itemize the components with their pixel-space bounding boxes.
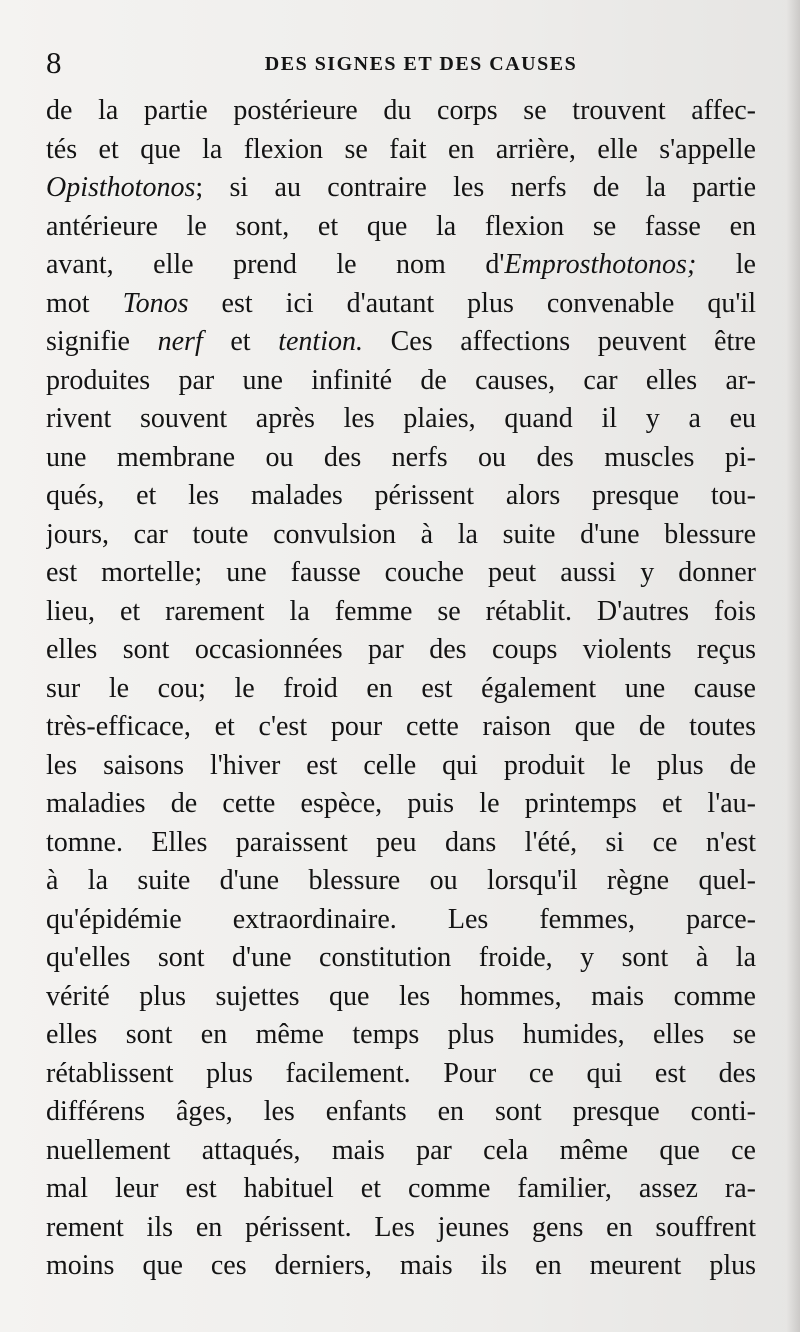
page-edge-shadow xyxy=(786,0,800,1332)
text-segment: mot xyxy=(46,287,123,319)
text-segment: elles sont en même temps plus humides, elles se xyxy=(46,1019,756,1050)
text-segment: maladies de cette espèce, puis le printemps et l'au- xyxy=(46,788,756,819)
text-segment: qu'elles sont d'une constitution froide, y sont à la xyxy=(46,942,756,973)
text-line xyxy=(46,92,756,131)
text-line xyxy=(46,785,756,824)
text-segment: de la partie postérieure du corps se trouvent affec- xyxy=(46,95,756,126)
text-segment: tés et que la flexion se fait en arrière, elle s'appelle xyxy=(46,133,756,165)
text-segment: ; si au contraire les nerfs de la partie xyxy=(195,172,756,203)
text-segment: nuellement attaqués, mais par cela même que ce xyxy=(46,1134,756,1166)
text-line xyxy=(46,400,756,439)
text-line xyxy=(46,631,756,670)
text-segment: est ici d'autant plus convenable qu'il xyxy=(188,287,756,319)
text-segment: les saisons l'hiver est celle qui produit le plus de xyxy=(46,749,756,781)
text-segment: lieu, et rarement la femme se rétablit. D'autres fois xyxy=(46,595,756,627)
italic-term: Tonos xyxy=(122,287,189,319)
text-segment: qués, et les malades périssent alors presque tou- xyxy=(46,480,756,511)
text-body xyxy=(46,92,756,1286)
text-line xyxy=(46,747,756,786)
page-number: 8 xyxy=(46,45,62,80)
text-segment: tomne. Elles paraissent peu dans l'été, si ce n'est xyxy=(46,826,756,858)
text-segment: antérieure le sont, et que la flexion se fasse en xyxy=(46,210,756,242)
text-line xyxy=(46,1132,756,1171)
text-segment: rétablissent plus facilement. Pour ce qui est des xyxy=(46,1057,756,1089)
text-line xyxy=(46,939,756,978)
text-line xyxy=(46,1055,756,1094)
italic-term: nerf xyxy=(157,326,203,357)
text-segment: sur le cou; le froid en est également une cause xyxy=(46,672,756,704)
text-segment: avant, elle prend le nom d' xyxy=(46,249,505,280)
text-segment: différens âges, les enfants en sont presque conti- xyxy=(46,1096,756,1127)
text-line xyxy=(46,169,756,208)
text-line xyxy=(46,439,756,478)
italic-term: Opisthotonos xyxy=(46,172,196,203)
text-line xyxy=(46,131,756,170)
text-segment: très-efficace, et c'est pour cette raison que de toutes xyxy=(46,711,756,742)
text-line xyxy=(46,1016,756,1055)
running-head: DES SIGNES ET DES CAUSES xyxy=(264,53,578,75)
text-line xyxy=(46,554,756,593)
text-line xyxy=(46,285,756,324)
text-segment: rivent souvent après les plaies, quand il y a eu xyxy=(46,403,756,434)
text-line xyxy=(46,1247,756,1286)
text-segment: vérité plus sujettes que les hommes, mais comme xyxy=(46,980,756,1012)
text-line xyxy=(46,323,756,362)
italic-term: Emprosthotonos; xyxy=(504,249,697,280)
text-segment: signifie xyxy=(46,326,158,357)
text-segment: qu'épidémie extraordinaire. Les femmes, parce- xyxy=(46,903,756,935)
text-line xyxy=(46,362,756,401)
text-segment: à la suite d'une blessure ou lorsqu'il règne quel- xyxy=(46,865,756,896)
text-line xyxy=(46,477,756,516)
text-segment: moins que ces derniers, mais ils en meurent plus xyxy=(46,1250,756,1281)
text-line xyxy=(46,1093,756,1132)
text-segment: jours, car toute convulsion à la suite d'une blessure xyxy=(46,518,756,550)
text-line xyxy=(46,978,756,1017)
italic-term: tention. xyxy=(278,326,363,357)
text-line xyxy=(46,670,756,709)
text-line xyxy=(46,1170,756,1209)
page-header xyxy=(46,44,756,84)
text-line xyxy=(46,593,756,632)
text-line xyxy=(46,708,756,747)
text-line xyxy=(46,516,756,555)
text-line xyxy=(46,824,756,863)
text-segment: est mortelle; une fausse couche peut aussi y donner xyxy=(46,557,756,588)
text-line xyxy=(46,246,756,285)
text-segment: elles sont occasionnées par des coups violents reçus xyxy=(46,634,756,665)
text-line xyxy=(46,862,756,901)
text-segment: et xyxy=(202,326,279,357)
text-line xyxy=(46,1209,756,1248)
text-line xyxy=(46,901,756,940)
text-line xyxy=(46,208,756,247)
text-segment: produites par une infinité de causes, car elles ar- xyxy=(46,364,756,396)
text-segment: le xyxy=(696,249,756,280)
text-segment: une membrane ou des nerfs ou des muscles pi- xyxy=(46,441,756,473)
text-segment: mal leur est habituel et comme familier, assez ra- xyxy=(46,1173,756,1204)
text-segment: Ces affections peuvent être xyxy=(362,326,756,357)
text-segment: rement ils en périssent. Les jeunes gens en souffrent xyxy=(46,1211,756,1243)
